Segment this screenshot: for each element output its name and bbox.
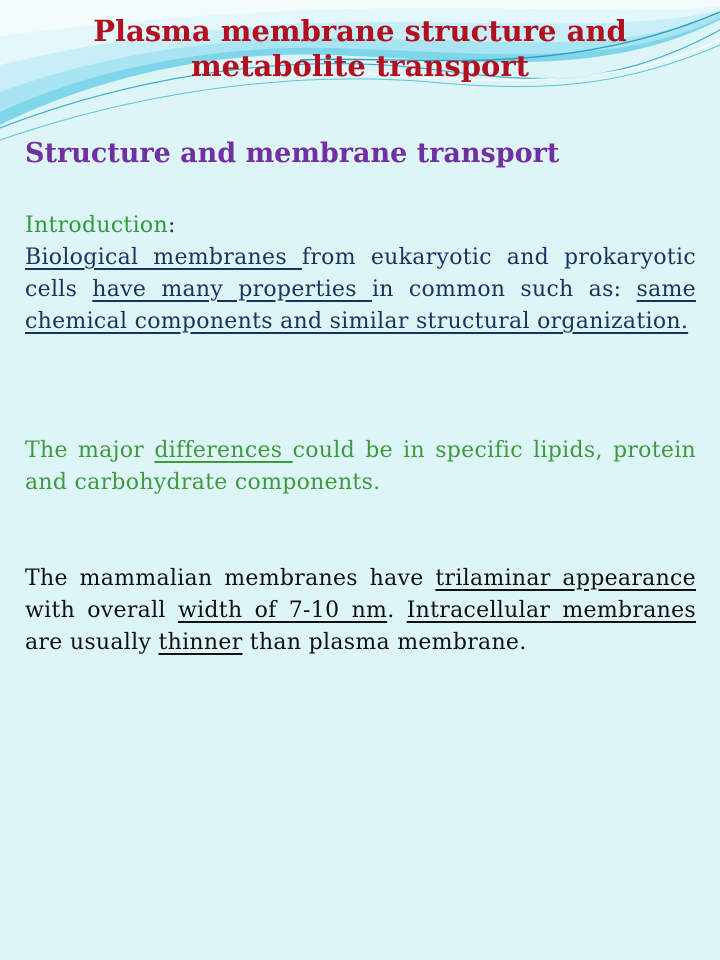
underlined-phrase: Biological membranes (25, 245, 302, 270)
underlined-phrase: trilaminar appearance (435, 566, 696, 591)
introduction-heading: Introduction (25, 213, 168, 238)
slide-title-line1: Plasma membrane structure and (93, 14, 627, 48)
underlined-phrase: Intracellular membranes (406, 598, 696, 623)
mammalian-membranes-paragraph (25, 563, 696, 659)
underlined-phrase: differences (154, 438, 293, 463)
text-run: than plasma membrane. (242, 630, 527, 655)
text-run: could be in specific lipids, protein and carbohydrate components. (25, 438, 696, 495)
underlined-phrase: same chemical components and similar structural organization. (25, 277, 696, 334)
slide-title (60, 14, 660, 84)
section-heading: Structure and membrane transport (25, 138, 560, 169)
text-run: The mammalian membranes have (25, 566, 436, 591)
introduction-paragraph (25, 210, 696, 338)
underlined-phrase: thinner (158, 630, 243, 655)
slide-title-line2: metabolite transport (190, 49, 530, 83)
underlined-phrase: width of 7-10 nm (177, 598, 388, 623)
text-run: are usually (25, 630, 159, 655)
text-run: in common such as: (371, 277, 637, 302)
text-run: . (387, 598, 407, 623)
introduction-colon: : (167, 213, 176, 238)
text-run: with overall (25, 598, 178, 623)
differences-paragraph (25, 435, 696, 499)
text-run: from eukaryotic and prokaryotic cells (25, 245, 697, 302)
text-run: The major (25, 438, 155, 463)
underlined-phrase: have many properties (92, 277, 372, 302)
